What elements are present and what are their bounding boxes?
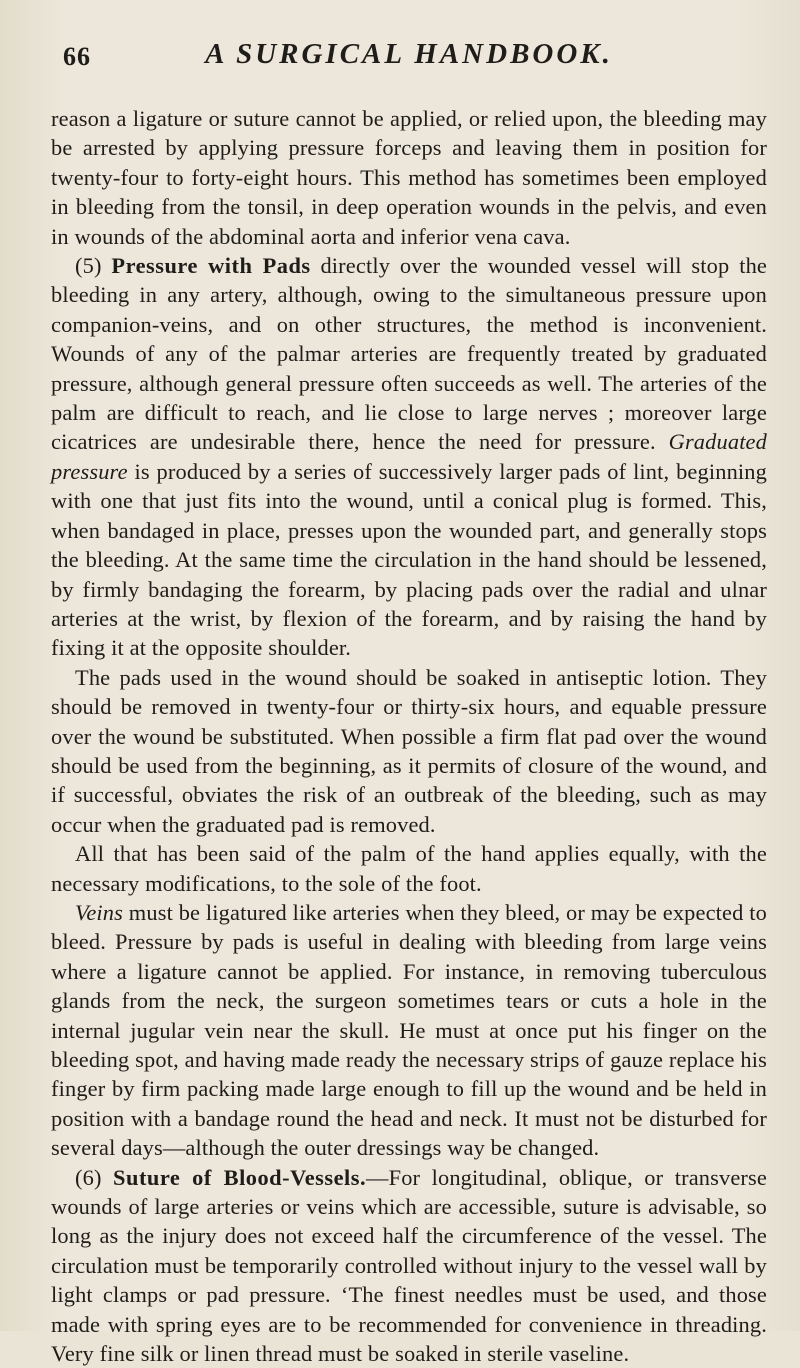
paragraph-suture-of-vessels bbox=[51, 1163, 767, 1368]
paragraph-text: reason a ligature or suture cannot be applied, or relied upon, the bleeding may be arrested by applying pressure forceps and leaving them in position for twenty-four to forty-eight hours. This method has sometimes been employed in bleeding from the tonsil, in deep operation wounds in the pelvis, and even in wounds of the abdominal aorta and inferior vena cava. bbox=[51, 106, 767, 249]
paragraph-pads-lotion bbox=[51, 663, 767, 839]
paragraph-continuation bbox=[51, 104, 767, 251]
page-number: 66 bbox=[63, 42, 91, 71]
running-head bbox=[51, 38, 767, 82]
section-number: (5) bbox=[75, 253, 102, 279]
section-number: (6) bbox=[75, 1164, 102, 1190]
section-heading: Suture of Blood-Vessels. bbox=[113, 1164, 367, 1190]
paragraph-text: directly over the wounded vessel will stop the bleeding in any artery, although, owing to the simultaneous pressure upon companion-veins, and on other structures, the method is inconvenient. Wounds of any of the palmar arteries are frequently treated by graduated pressure, although general pressure often succeeds as well. The arteries of the palm are difficult to reach, and lie close to large nerves ; moreover large cicatrices are undesirable there, hence the need for pressure. bbox=[51, 253, 768, 455]
paragraph-text: must be ligatured like arteries when they bleed, or may be expected to bleed. Pressure by pads is useful in dealing with bleeding from large veins where a ligature cannot be applied. For instance, in removing tuberculous glands from the neck, the surgeon sometimes tears or cuts a hole in the internal jugular vein near the skull. He must at once put his finger on the bleeding spot, and having made ready the necessary strips of gauze replace his finger by firm packing made large enough to fill up the wound and be held in position with a bandage round the head and neck. It must not be disturbed for several days—although the outer dressings way be changed. bbox=[51, 899, 767, 1161]
paragraph-veins bbox=[51, 898, 767, 1163]
paragraph-pressure-with-pads bbox=[51, 251, 767, 663]
paragraph-text: is produced by a series of successively larger pads of lint, beginning with one that just fits into the wound, until a conical plug is formed. This, when bandaged in place, presses upon the wounded part, and generally stops the bleeding. At the same time the circulation in the hand should be lessened, by firmly bandaging the forearm, by placing pads over the radial and ulnar arteries at the wrist, by flexion of the forearm, and by raising the hand by fixing it at the opposite shoulder. bbox=[51, 458, 767, 661]
paragraph-sole-of-foot bbox=[51, 839, 767, 898]
paragraph-text: —For longitudinal, oblique, or transverse wounds of large arteries or veins which are accessible, suture is advisable, so long as the injury does not exceed half the circumference of the vessel. The circulation must be temporarily controlled without injury to the vessel wall by light clamps or pad pressure. ‘The finest needles must be used, and those made with spring eyes are to be recommended for convenience in threading. Very fine silk or linen thread must be soaked in sterile vaseline. bbox=[51, 1164, 767, 1367]
body-text bbox=[51, 104, 767, 1368]
section-heading: Pressure with Pads bbox=[111, 253, 311, 279]
running-title: A SURGICAL HANDBOOK. bbox=[205, 38, 613, 70]
paragraph-text: All that has been said of the palm of the hand applies equally, with the necessary modifications, to the sole of the foot. bbox=[51, 841, 767, 896]
paragraph-text: The pads used in the wound should be soaked in antiseptic lotion. They should be removed in twenty-four or thirty-six hours, and equable pressure over the wound be substituted. When possible a firm flat pad over the wound should be used from the beginning, as it permits of closure of the wound, and if successful, obviates the risk of an outbreak of the bleeding, such as may occur when the graduated pad is removed. bbox=[51, 664, 767, 837]
italic-term: Veins bbox=[75, 899, 124, 925]
italic-term: Graduated pressure bbox=[51, 429, 767, 484]
